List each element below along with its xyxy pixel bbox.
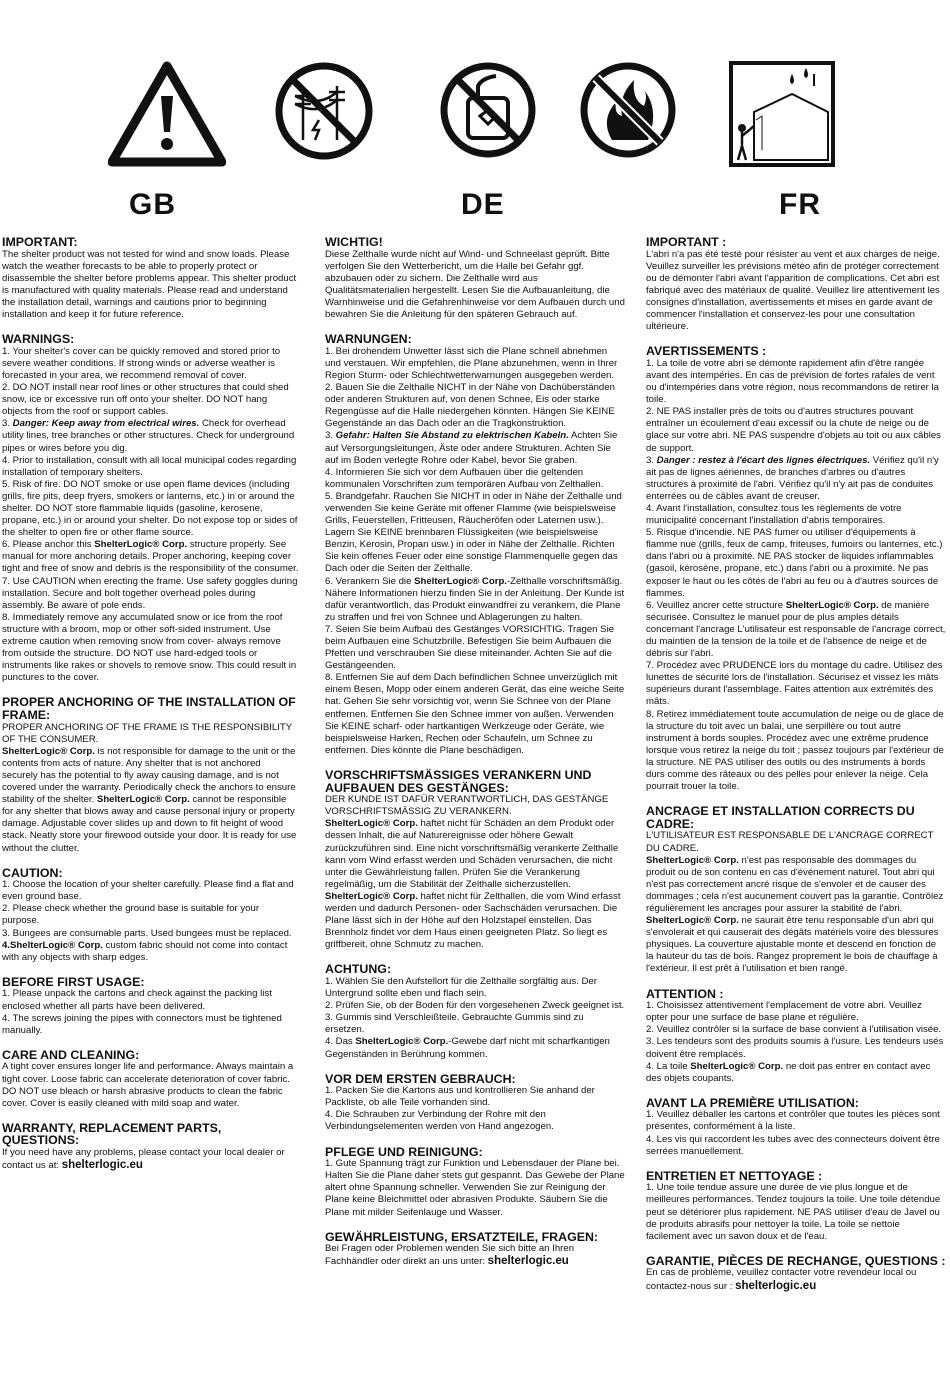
- warranty-text: If you need have any problems, please contact your local dealer or contact us at: shelterlogic.eu: [2, 1146, 285, 1172]
- no-fire-icon: [578, 60, 678, 160]
- caution-4: 4.ShelterLogic® Corp. custom fabric should not come into contact with any objects with sharp edges.: [2, 939, 288, 963]
- warnings-heading: WARNUNGEN:: [325, 332, 412, 347]
- warning-3: 3. Danger: Keep away from electrical wires. Check for overhead utility lines, tree branches or other structures. Check for underground pipes or wires before you dig.: [2, 418, 295, 454]
- column-fr: [646, 236, 946, 1305]
- warning-2: 2. NE PAS installer près de toits ou d'autres structures pouvant entraîner un écoulement d'eau excessif ou la chute de neige ou de glace sur votre abri. NE PAS suspendre d'objets au toit ou aux câbles de support.: [646, 406, 941, 454]
- column-gb: [2, 236, 299, 1184]
- caution-1: 1. Wählen Sie den Aufstellort für die Zelthalle sorgfältig aus. Der Untergrund sollte eben und flach sein.: [325, 975, 597, 1000]
- warning-3: 3. Danger : restez à l'écart des lignes électriques. Vérifiez qu'il n'y ait pas de lignes aériennes, de branches d'arbres ou d'autres structures à proximité de l'abri. Vérifiez qu'il n'y ait pas de conduites enterrées ou de câbles avant de creuser.: [646, 454, 939, 502]
- before-1: 1. Please unpack the cartons and check against the packing list enclosed whether all parts have been delivered.: [2, 988, 272, 1012]
- warning-6: 6. Please anchor this ShelterLogic® Corp. structure properly. See manual for more anchoring details. Proper anchoring, keeping cover tight and free of snow and debris is the responsibility of the consumer.: [2, 539, 299, 575]
- caution-heading: CAUTION:: [2, 865, 63, 880]
- caution-heading: ATTENTION :: [646, 986, 724, 1001]
- lang-label-de: DE: [461, 188, 505, 221]
- warning-6: 6. Veuillez ancrer cette structure ShelterLogic® Corp. de manière sécurisée. Consultez le manuel pour de plus amples détails concernant l'ancrage L'utilisateur est responsable de l'ancrage correct, du maintien de la tension de la toile et de l'absence de neige et de débris sur l'abri.: [646, 599, 946, 660]
- before-2: 4. Die Schrauben zur Verbindung der Rohre mit den Verbindungselementen werden von Hand angezogen.: [325, 1109, 554, 1133]
- caution-3: 3. Les tendeurs sont des produits soumis à l'usure. Les tendeurs usés doivent être remplacés.: [646, 1036, 944, 1060]
- caution-2: 2. Prüfen Sie, ob der Boden für den vorgesehenen Zweck geeignet ist.: [325, 1000, 625, 1012]
- anchoring-text: ShelterLogic® Corp. haftet nicht für Schäden an dem Produkt oder dessen Inhalt, die auf Naturereignisse oder höhere Gewalt zurückzuführen sind. Eine nicht vorschriftsmäßig verankerte Zelthalle kann vom Wind erfasst werden und Schäden verursachen, die nicht unter die Gewährleistung fallen. Prüfen Sie die Verankerung regelmäßig, um die Stabilität der Zelthalle sicherzustellen. ShelterLogic® Corp. haftet nicht für Zelthallen, die vom Wind erfasst werden und dadurch Personen- oder Sachschäden verursachen. Die Plane lässt sich in der Höhe auf den Holzstapel einstellen. Das Brennholz findet vor dem Haus einen geeigneten Platz. So liegt es griffbereit, ohne Schmutz zu machen.: [325, 818, 621, 951]
- warning-2: 2. DO NOT install near roof lines or other structures that could shed snow, ice or excessive run off onto your shelter. DO NOT hang objects from the roof or support cables.: [2, 382, 289, 418]
- caution-1: 1. Choose the location of your shelter carefully. Please find a flat and even ground base.: [2, 879, 294, 903]
- warning-8: 8. Immediately remove any accumulated snow or ice from the roof structure with a broom, mop or other soft-sided instrument. Use extreme caution when removing snow from cover- always remove from outside the structure. DO NOT use hard-edged tools or instruments like rakes or shovels to remove snow. This could result in punctures to the cover.: [2, 611, 297, 684]
- anchoring-text: ShelterLogic® Corp. is not responsible for damage to the unit or the contents from acts of nature. Any shelter that is not anchored securely has the potential to fly away causing damage, and is not covered under the warranty. Periodically check the anchors to ensure stability of the shelter. ShelterLogic® Corp. cannot be responsible for any shelter that blows away and cause personal injury or property damage. Adjustable cover slides up and down to fit height of wood stack. Neatly store your firewood outside your door. It is ready for use without the clutter.: [2, 745, 297, 854]
- warning-1: 1. Your shelter's cover can be quickly removed and stored prior to severe weather conditions. If strong winds or adverse weather is forecasted in your area, we recommend removal of cover.: [2, 345, 281, 381]
- caution-4: 4. La toile ShelterLogic® Corp. ne doit pas entrer en contact avec des objets coupants.: [646, 1060, 931, 1084]
- important-text: L'abri n'a pas été testé pour résister au vent et aux charges de neige. Veuillez surveiller les prévisions météo afin de protéger correctement ou de démonter l'abri avant l'apparition de complications. Cet abri est fabriqué avec des matériaux de qualité. Veuillez lire attentivement les consignes d'installation, avertissements et mises en garde avant de commencer l'installation et conservez-les pour une consultation ultérieure.: [646, 248, 940, 333]
- lang-label-fr: FR: [779, 188, 821, 221]
- warranty-heading: WARRANTY, REPLACEMENT PARTS, QUESTIONS:: [2, 1120, 222, 1148]
- anchoring-heading: ANCRAGE ET INSTALLATION CORRECTS DU CADRE:: [646, 804, 915, 831]
- before-2: 4. Les vis qui raccordent les tubes avec des connecteurs doivent être serrées manuellement.: [646, 1133, 940, 1157]
- warning-5: 5. Risque d'incendie. NE PAS fumer ou utiliser d'équipements à flamme nue (grills, feux de camp, friteuses, fumoirs ou lanternes, etc.) dans l'abri ou à proximité. NE PAS stocker de liquides inflammables (gasoil, kérosène, propane, etc.) dans l'abri ou à proximité. Ne pas exposer le haut ou les côtés de l'abri au feu ou à d'autres sources de flammes.: [646, 527, 943, 599]
- caution-4: 4. Das ShelterLogic® Corp.-Gewebe darf nicht mit scharfkantigen Gegenständen in Berührung kommen.: [325, 1036, 610, 1060]
- before-first-usage-heading: VOR DEM ERSTEN GEBRAUCH:: [325, 1071, 516, 1086]
- website-link[interactable]: shelterlogic.eu: [61, 1159, 143, 1172]
- important-heading: IMPORTANT:: [2, 235, 78, 249]
- warning-4: 4. Avant l'installation, consultez tous les règlements de votre municipalité concernant l'installation d'abris temporaires.: [646, 502, 902, 527]
- column-de: [325, 236, 625, 1280]
- warning-5: 5. Risk of fire. DO NOT smoke or use open flame devices (including grills, fire pits, deep fryers, smokers or lanterns, etc.) in or around the shelter. DO NOT store flammable liquids (gasoline, kerosene, propane, etc.) in or around your shelter. Do not expose top or sides of the shelter to open fire or other flame source.: [2, 478, 298, 539]
- anchoring-text: ShelterLogic® Corp. n'est pas responsable des dommages du produit ou de son contenu en cas d'événement naturel. Tout abri qui n'est pas correctement ancré risque de s'envoler et de causer des dommages ; cela n'est aucunement couvert pas la garantie. Contrôlez régulièrement les ancrages pour assurer la stabilité de l'abri. ShelterLogic® Corp. ne saurait être tenu responsable d'un abri qui s'envolerait et qui causerait des dégâts matériels voire des blessures physiques. La couverture ajustable monte et descend en fonction de la hauteur du tas de bois. Rangez proprement le bois de chauffage à l'extérieur. Il est prêt à l'utilisation et bien rangé.: [646, 854, 944, 975]
- warning-8: 8. Entfernen Sie auf dem Dach befindlichen Schnee unverzüglich mit einem Besen, Mopp oder einem anderen Gerät, das eine weiche Seite hat. Gehen Sie sehr vorsichtig vor, wenn Sie Schnee von der Plane entfernen. Entfernen Sie den Schnee immer von außen. Verwenden Sie KEINE scharf- oder hartkantigen Werkzeuge oder Geräte, wie beispielsweise Harken, Rechen oder Schaufeln, um Schnee zu entfernen. Dies könnte die Plane beschädigen.: [325, 672, 625, 756]
- no-power-lines-icon: [273, 60, 375, 162]
- warning-8: 8. Retirez immédiatement toute accumulation de neige ou de glace de la structure du toit avec un balai, une serpillère ou tout autre instrument à bords souples. Procédez avec une extrême prudence lorsque vous retirez la neige du toit ; passez toujours par l'extérieur de la structure. NE PAS utiliser des outils ou des instruments à bords durs comme des râteaux ou des pelles pour enlever la neige. Cela pourrait trouer la toile.: [646, 708, 944, 793]
- warnings-heading: AVERTISSEMENTS :: [646, 344, 767, 359]
- caution-3: 3. Gummis sind Verschleißteile. Gebrauchte Gummis sind zu ersetzen.: [325, 1012, 584, 1036]
- warning-4: 4. Informieren Sie sich vor dem Aufbauen über die geltenden kommunalen Vorschriften zum temporären Aufbau von Zelthallen.: [325, 466, 604, 490]
- important-heading: WICHTIG!: [325, 235, 383, 249]
- anchoring-lead: L'UTILISATEUR EST RESPONSABLE DE L'ANCRAGE CORRECT DU CADRE.: [646, 830, 934, 854]
- warning-triangle-icon: [108, 60, 226, 168]
- warning-5: 5. Brandgefahr. Rauchen Sie NICHT in oder in Nähe der Zelthalle und verwenden Sie keine Geräte mit offener Flamme (wie beispielsweise Grills, Feuerstellen, Fritteusen, Räucheröfen oder Laternen usw.). Lagern Sie KEINE brennbaren Flüssigkeiten (wie beispielsweise Benzin, Kerosin, Propan usw.) in oder in Nähe der Zelthalle. Richten Sie kein offenes Feuer oder eine sonstige Flammenquelle gegen das Dach oder die Seiten der Zelthalle.: [325, 490, 622, 575]
- care-heading: PFLEGE UND REINIGUNG:: [325, 1144, 483, 1159]
- warranty-text: En cas de problème, veuillez contacter votre revendeur local ou contactez-nous sur : shelterlogic.eu: [646, 1267, 917, 1292]
- warning-3: 3. Gefahr: Halten Sie Abstand zu elektrischen Kabeln. Achten Sie auf Versorgungsleitungen, Äste oder andere Strukturen. Achten Sie auf im Boden verlegte Rohre oder Kabel, bevor Sie graben.: [325, 430, 618, 466]
- care-text: 1. Gute Spannung trägt zur Funktion und Lebensdauer der Plane bei. Halten Sie die Plane daher stets gut gespannt. Das Gewebe der Plane altert ohne Spannung schneller. Verwenden Sie zur Reinigung der Plane keine Bleichmittel oder abrasiven Produkte. Säubern Sie die Plane mit milder Seifenlauge und Wasser.: [325, 1158, 625, 1218]
- warning-7: 7. Seien Sie beim Aufbau des Gestänges VORSICHTIG. Tragen Sie beim Aufbauen eine Schutzbrille. Befestigen Sie beim Aufbauen die Pfetten und verschrauben Sie diese miteinander. Achten Sie auf die Gestängeenden.: [325, 623, 615, 672]
- warning-6: 6. Verankern Sie die ShelterLogic® Corp.-Zelthalle vorschriftsmäßig. Nähere Informationen hierzu finden Sie in der Anleitung. Der Kunde ist dafür verantwortlich, das Produkt einwandfrei zu verankern, die Plane zu straffen und frei von Schnee und Ablagerungen zu halten.: [325, 575, 625, 623]
- caution-2: 2. Please check whether the ground base is suitable for your purpose.: [2, 903, 260, 927]
- caution-3: 3. Bungees are consumable parts. Used bungees must be replaced.: [2, 927, 292, 939]
- warning-1: 1. Bei drohendem Unwetter lässt sich die Plane schnell abnehmen und verstauen. Wir empfehlen, die Plane abzunehmen, wenn in Ihrer Region Sturm- oder Schlechtwetterwarnungen ausgegeben werden.: [325, 345, 618, 381]
- website-link[interactable]: shelterlogic.eu: [735, 1279, 817, 1292]
- anchoring-heading: VORSCHRIFTSMÄSSIGES VERANKERN UND AUFBAUEN DES GESTÄNGES:: [325, 767, 592, 795]
- warning-2: 2. Bauen Sie die Zelthalle NICHT in der Nähe von Dachüberständen oder anderen Strukturen auf, von denen Schnee, Eis oder starke Regengüsse auf die Halle niedergehen könnten. Hängen Sie KEINE Gegenstände an das Dach oder an die Tragkonstruktion.: [325, 382, 615, 430]
- website-link[interactable]: shelterlogic.eu: [487, 1255, 569, 1268]
- before-first-usage-heading: AVANT LA PREMIÈRE UTILISATION:: [646, 1095, 859, 1110]
- warning-7: 7. Procédez avec PRUDENCE lors du montage du cadre. Utilisez des lunettes de sécurité lors de l'installation. Sécurisez et vissez les mâts supérieurs durant l'assemblage. Faites attention aux extrémités des mâts.: [646, 660, 943, 708]
- safety-icons-row: [0, 60, 950, 175]
- care-heading: CARE AND CLEANING:: [2, 1047, 140, 1062]
- warning-1: 1. La toile de votre abri se démonte rapidement afin d'être rangée avant des intempéries. En cas de prévision de fortes rafales de vent ou d'intempéries dans votre région, nous recommandons de retirer la toile.: [646, 357, 939, 406]
- warranty-text: Bei Fragen oder Problemen wenden Sie sich bitte an Ihren Fachhändler oder direkt an uns unter: shelterlogic.eu: [325, 1243, 575, 1268]
- important-heading: IMPORTANT :: [646, 235, 727, 249]
- anchoring-heading: PROPER ANCHORING OF THE INSTALLATION OF FRAME:: [2, 695, 296, 722]
- snow-removal-icon: [728, 60, 836, 168]
- before-1: 1. Packen Sie die Kartons aus und kontrollieren Sie anhand der Packliste, ob alle Teile vorhanden sind.: [325, 1085, 595, 1109]
- before-first-usage-heading: BEFORE FIRST USAGE:: [2, 974, 145, 989]
- warranty-heading: GEWÄHRLEISTUNG, ERSATZTEILE, FRAGEN:: [325, 1229, 599, 1244]
- anchoring-lead: PROPER ANCHORING OF THE FRAME IS THE RESPONSIBILITY OF THE CONSUMER.: [2, 721, 292, 745]
- important-text: Diese Zelthalle wurde nicht auf Wind- und Schneelast geprüft. Bitte verfolgen Sie den Wetterbericht, um die Halle bei Gefahr ggf. abzubauen oder zu sichern. Die Zelthalle wird aus Qualitätsmaterialien hergestellt. Lesen Sie die Aufbauanleitung, die Warnhinweise und die Gefahrenhinweise vor dem Aufbauen durch und bewahren Sie die Anleitung für den späteren Gebrauch auf.: [325, 248, 625, 321]
- care-text: A tight cover ensures longer life and performance. Always maintain a tight cover. Loose fabric can accelerate deterioration of cover fabric. DO NOT use bleach or harsh abrasive products to clean the fabric cover. Cover is easily cleaned with mild soap and water.: [2, 1061, 294, 1109]
- caution-2: 2. Veuillez contrôler si la surface de base convient à l'utilisation visée.: [646, 1024, 942, 1036]
- warning-7: 7. Use CAUTION when erecting the frame. Use safety goggles during installation. Secure and bolt together overhead poles during assembly. Be aware of pole ends.: [2, 575, 298, 611]
- caution-heading: ACHTUNG:: [325, 962, 392, 977]
- before-2: 4. The screws joining the pipes with connectors must be tightened manually.: [2, 1012, 282, 1036]
- lang-label-gb: GB: [129, 188, 176, 221]
- before-1: 1. Veuillez déballer les cartons et contrôler que toutes les pièces sont présentes, conformément à la liste.: [646, 1109, 940, 1133]
- care-heading: ENTRETIEN ET NETTOYAGE :: [646, 1168, 823, 1183]
- warning-4: 4. Prior to installation, consult with all local municipal codes regarding installation of temporary shelters.: [2, 454, 297, 478]
- warranty-heading: GARANTIE, PIÈCES DE RECHANGE, QUESTIONS :: [646, 1253, 946, 1268]
- anchoring-lead: DER KUNDE IST DAFÜR VERANTWORTLICH, DAS GESTÄNGE VORSCHRIFTSMÄSSIG ZU VERANKERN.: [325, 794, 609, 818]
- care-text: 1. Une toile tendue assure une durée de vie plus longue et de meilleures performances. Tendez toujours la toile. Une toile détendue peut se détériorer plus rapidement. NE PAS utiliser d'eau de Javel ou de produits abrasifs pour nettoyer la toile. La toile se nettoie facilement avec un savon doux et de l'eau.: [646, 1182, 941, 1242]
- no-fuel-icon: [438, 60, 538, 160]
- warnings-heading: WARNINGS:: [2, 332, 75, 347]
- important-text: The shelter product was not tested for wind and snow loads. Please watch the weather forecasts to be able to properly protect or disassemble the shelter before problems appear. This shelter product is manufactured with quality materials. Please read and understand the installation detail, warnings and cautions prior to beginning installation and keep it for future reference.: [2, 248, 297, 321]
- caution-1: 1. Choisissez attentivement l'emplacement de votre abri. Veuillez opter pour une surface de base plane et régulière.: [646, 1000, 922, 1024]
